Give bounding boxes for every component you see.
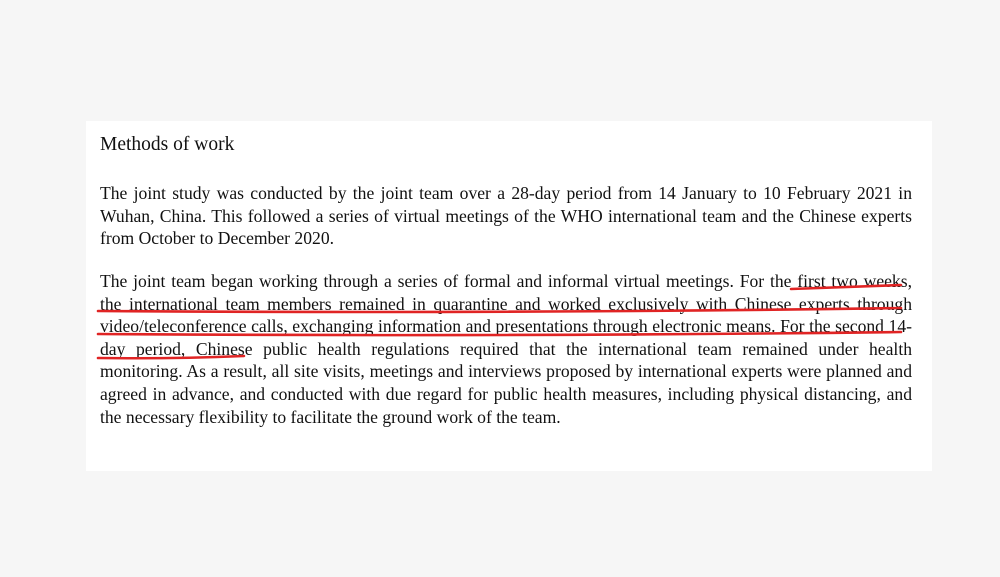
paragraph-joint-team-process [100, 270, 912, 428]
highlighted-passage: . For the first two weeks, the international team members remained in quarantine and worked exclusively with Chinese experts through video/teleconference calls, exchanging information and presentations through electronic means. [100, 271, 912, 337]
paragraph-text-after-highlight: For the second 14-day period, Chinese public health regulations required that the international team remained under health monitoring. As a result, all site visits, meetings and interviews proposed by international experts were planned and agreed in advance, and conducted with due regard for public health measures, including physical distancing, and the necessary flexibility to facilitate the ground work of the team. [100, 316, 912, 427]
section-heading: Methods of work [100, 134, 235, 155]
paragraph-text-before-highlight: The joint team began working through a series of formal and informal virtual meetings [100, 271, 730, 291]
document-page [86, 121, 932, 471]
paragraph-study-period: The joint study was conducted by the joint team over a 28-day period from 14 January to 10 February 2021 in Wuhan, China. This followed a series of virtual meetings of the WHO international team and the Chinese experts from October to December 2020. [100, 183, 912, 249]
